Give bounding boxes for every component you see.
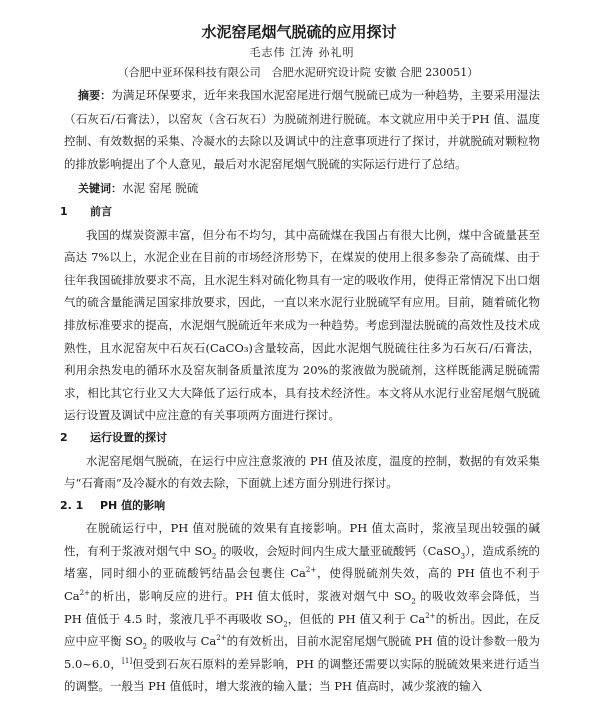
section-number: 2 bbox=[60, 430, 68, 444]
keywords-label: 关键词： bbox=[78, 182, 122, 196]
section-paragraph: 我国的煤炭资源丰富，但分布不均匀，其中高硫煤在我国占有很大比例，煤中含硫量甚至高达 7%以上，水泥企业在目前的市场经济形势下，在煤炭的使用上很多参杂了高硫煤、由于往年我国硫排放要求不高，且水泥生料对硫化物具有一定的吸收作用，使得正常情况下出口烟气的硫含量能满足国家排放要求，因此，一直以来水泥行业脱硫罕有应用。目前，随着硫化物排放标准要求的提高，水泥烟气脱硫近年来成为一种趋势。考虑到湿法脱硫的高效性及技术成熟性，且水泥窑灰中石灰石(CaCO₃)含量较高，因此水泥烟气脱硫往往多为石灰石/石膏法，利用余热发电的循环水及窑灰制备质量浓度为 20%的浆液做为脱硫剂，这样既能满足脱硫需求，相比其它行业又大大降低了运行成本，具有技术经济性。本文将从水泥行业窑尾烟气脱硫运行设置及调试中应注意的有关事项两方面进行探讨。 bbox=[64, 227, 540, 423]
abstract bbox=[64, 84, 540, 175]
subsection-heading bbox=[60, 495, 540, 518]
superscript: 2+ bbox=[79, 589, 90, 598]
text-run: 但受到石灰石原料的差异影响，PH 的调整还需要以实际的脱硫效果来进行适当的调整。一般当 PH 值低时，增大浆液的输入量；当 PH 值高时，减少浆液的输入 bbox=[64, 656, 541, 694]
superscript: 2+ bbox=[305, 566, 317, 575]
text-run: 的吸收与 Ca bbox=[147, 634, 217, 649]
subscript: 2 bbox=[211, 552, 217, 561]
text-run: 的析出。因此，在反应中应平衡 SO bbox=[64, 611, 541, 649]
subscript: 3 bbox=[460, 552, 466, 561]
subsection-title: PH 值的影响 bbox=[100, 498, 166, 512]
text-run: 在脱硫运行中，PH 值对脱硫的效果有直接影响。PH 值太高时，浆液呈现出较强的碱性，有利于浆液对烟气中 SO bbox=[64, 521, 540, 558]
abstract-label: 摘要： bbox=[78, 89, 112, 102]
keywords-text: 水泥 窑尾 脱硫 bbox=[122, 181, 199, 196]
authors: 毛志伟 江涛 孙礼明 bbox=[249, 46, 355, 59]
text-run: 的吸收效率会降低，当 PH 值低于 4.5 时，浆液几乎不再吸收 SO bbox=[64, 589, 540, 626]
subsection-paragraph bbox=[64, 517, 540, 698]
section-title: 运行设置的探讨 bbox=[90, 430, 167, 444]
keywords bbox=[64, 177, 540, 201]
subscript: 2 bbox=[411, 597, 416, 606]
section-title: 前言 bbox=[90, 204, 112, 218]
text-run: 的析出，影响反应的进行。PH 值太低时，浆液对烟气中 SO bbox=[89, 589, 412, 604]
subscript: 2 bbox=[283, 619, 288, 628]
section-number: 1 bbox=[60, 204, 68, 218]
paper-title: 水泥窑尾烟气脱硫的应用探讨 bbox=[201, 23, 397, 41]
section-paragraph: 水泥窑尾烟气脱硫，在运行中应注意浆液的 PH 值及浓度，温度的控制，数据的有效采集与“石膏雨”及冷凝水的有效去除，下面就上述方面分别进行探讨。 bbox=[64, 453, 540, 491]
affiliation: （合肥中亚环保科技有限公司 合肥水泥研究设计院 安徽 合肥 230051） bbox=[117, 66, 479, 79]
text-run: ），造成系统的堵塞，同时细小的亚硫酸钙结晶会包裹住 Ca bbox=[64, 543, 541, 581]
citation-ref: [1] bbox=[122, 657, 133, 666]
text-run: 的吸收，会短时间内生成大量亚硫酸钙（CaSO bbox=[216, 543, 461, 558]
subsection-number: 2. 1 bbox=[60, 498, 84, 512]
section-heading-2 bbox=[60, 427, 540, 450]
text-run: 的有效析出，目前水泥窑尾烟气脱硫 PH 值的设计参数一般为 5.0~6.0， bbox=[64, 634, 541, 671]
section-heading-1 bbox=[60, 201, 540, 224]
text-run: ，使得脱硫剂失效，高的 PH 值也不利于 Ca bbox=[64, 566, 540, 604]
superscript: 2+ bbox=[425, 611, 436, 620]
abstract-text: 为满足环保要求，近年来我国水泥窑尾进行烟气脱硫已成为一种趋势，主要采用湿法（石灰石/石膏法），以窑灰（含石灰石）为脱硫剂进行脱硫。本文就应用中关于PH 值、温度控制、有效数据的采集、冷凝水的去除以及调试中的注意事项进行了探讨，并就脱硫对颗粒物的排放影响提出了个人意见，最后对水泥窑尾烟气脱硫的实际运行进行了总结。 bbox=[64, 88, 541, 171]
superscript: 2+ bbox=[216, 634, 227, 643]
subscript: 2 bbox=[142, 642, 148, 651]
text-run: ，但低的 PH 值又利于 Ca bbox=[287, 611, 426, 626]
